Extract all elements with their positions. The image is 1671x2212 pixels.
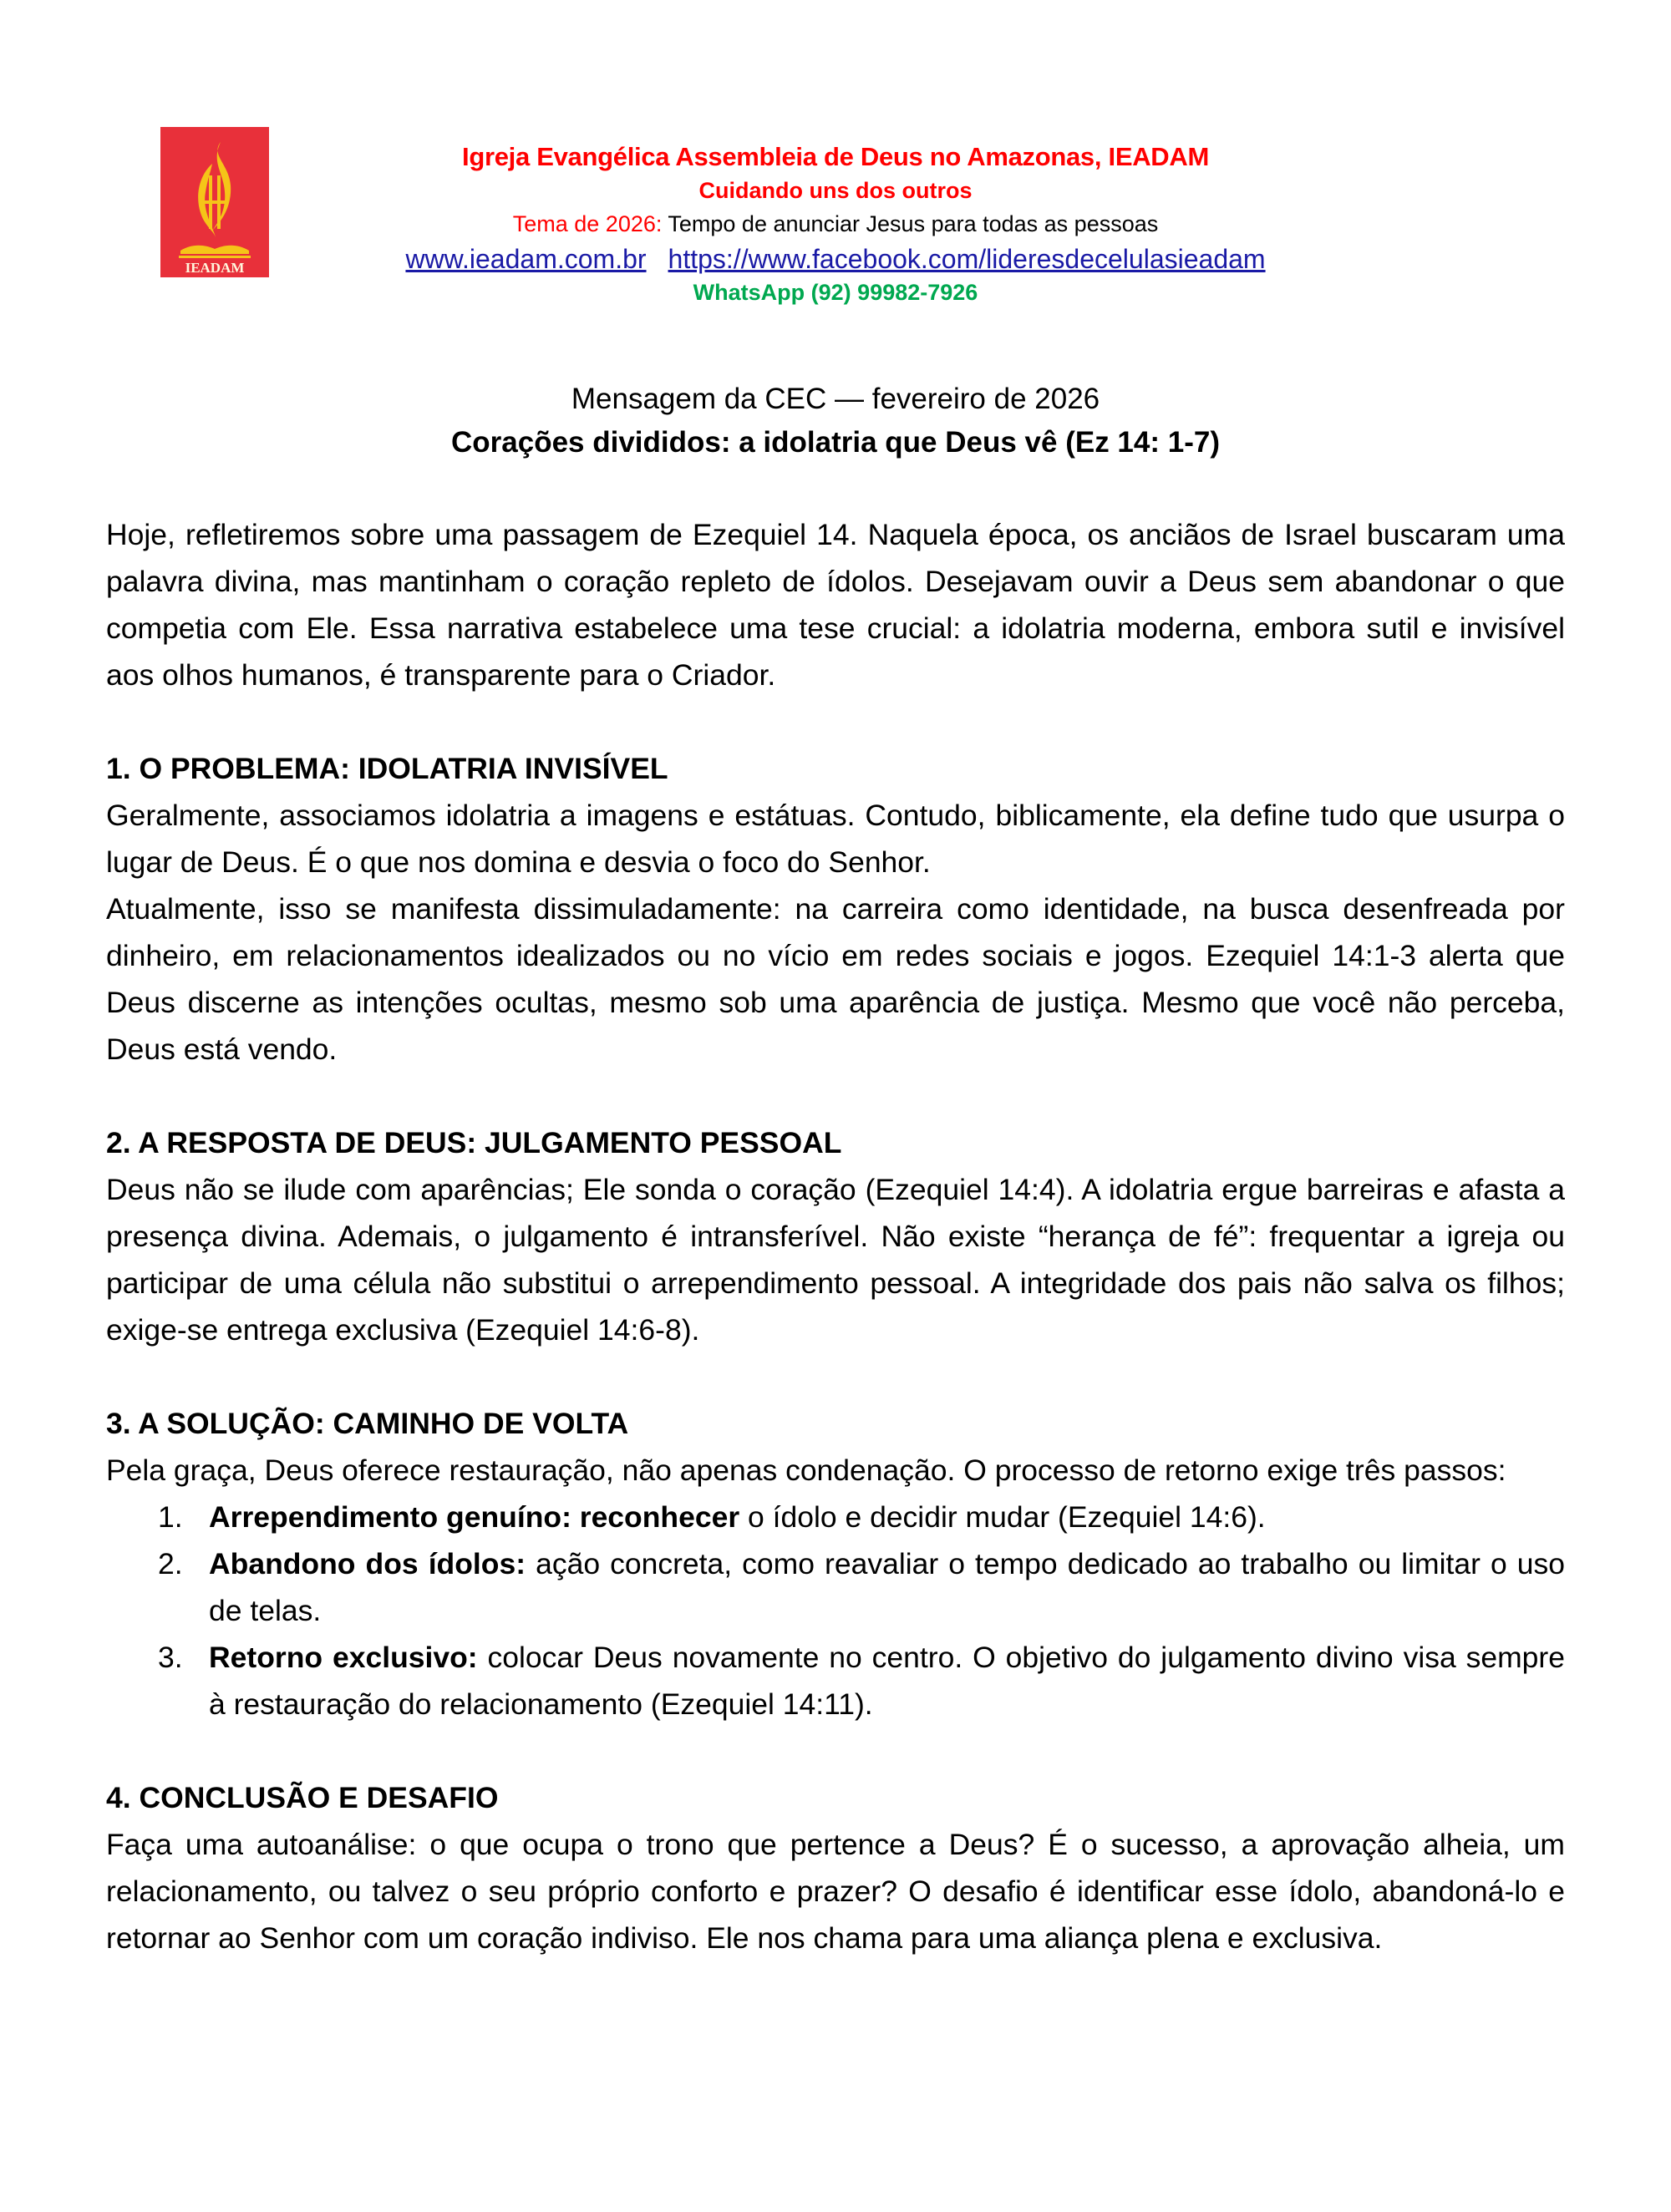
step-text: colocar Deus novamente no centro. O objetivo do julgamento divino visa sempre à restauração do relacionamento (Ezequiel 14:11).	[209, 1641, 1565, 1721]
theme-label: Tema de 2026:	[512, 211, 663, 236]
step-text: o ídolo e decidir mudar (Ezequiel 14:6).	[739, 1500, 1266, 1534]
section-heading-response: 2. A RESPOSTA DE DEUS: JULGAMENTO PESSOAL	[106, 1126, 842, 1159]
steps-list	[106, 1494, 1565, 1727]
section-paragraph: Atualmente, isso se manifesta dissimuladamente: na carreira como identidade, na busca desenfreada por dinheiro, em relacionamentos idealizados ou no vício em redes sociais e jogos. Ezequiel 14:1-3 alerta que Deus discerne as intenções ocultas, mesmo sob uma aparência de justiça. Mesmo que você não perceba, Deus está vendo.	[106, 892, 1565, 1066]
step-label: Retorno exclusivo:	[209, 1641, 478, 1674]
step-label: Abandono dos ídolos:	[209, 1547, 526, 1580]
list-item	[106, 1540, 1565, 1634]
step-text: ação concreta, como reavaliar o tempo dedicado ao trabalho ou limitar o uso de telas.	[209, 1547, 1565, 1627]
intro-paragraph: Hoje, refletiremos sobre uma passagem de Ezequiel 14. Naquela época, os anciãos de Israel buscaram uma palavra divina, mas mantinham o coração repleto de ídolos. Desejavam ouvir a Deus sem abandonar o que competia com Ele. Essa narrativa estabelece uma tese crucial: a idolatria moderna, embora sutil e invisível aos olhos humanos, é transparente para o Criador.	[106, 518, 1565, 692]
list-number: 3.	[158, 1641, 183, 1674]
message-title: Corações divididos: a idolatria que Deus vê (Ez 14: 1-7)	[451, 426, 1220, 459]
message-subtitle: Mensagem da CEC — fevereiro de 2026	[571, 383, 1100, 415]
ieadam-logo	[160, 127, 269, 277]
list-number: 1.	[158, 1500, 183, 1534]
section-paragraph: Pela graça, Deus oferece restauração, não apenas condenação. O processo de retorno exige três passos:	[106, 1454, 1506, 1487]
list-number: 2.	[158, 1547, 183, 1580]
theme-line	[276, 207, 1395, 241]
message-title-block	[0, 378, 1671, 464]
section-paragraph: Faça uma autoanálise: o que ocupa o trono que pertence a Deus? É o sucesso, a aprovação alheia, um relacionamento, ou talvez o seu próprio conforto e prazer? O desafio é identificar esse ídolo, abandoná-lo e retornar ao Senhor com um coração indiviso. Ele nos chama para uma aliança plena e exclusiva.	[106, 1828, 1565, 1955]
section-heading-solution: 3. A SOLUÇÃO: CAMINHO DE VOLTA	[106, 1407, 629, 1440]
website-link[interactable]: www.ieadam.com.br	[405, 244, 647, 274]
step-label: Arrependimento genuíno: reconhecer	[209, 1500, 740, 1534]
organization-name: Igreja Evangélica Assembleia de Deus no Amazonas, IEADAM	[462, 142, 1209, 171]
letterhead	[276, 140, 1395, 307]
list-item	[106, 1494, 1565, 1540]
section-heading-conclusion: 4. CONCLUSÃO E DESAFIO	[106, 1781, 499, 1814]
theme-text: Tempo de anunciar Jesus para todas as pessoas	[662, 211, 1159, 236]
svg-text:IEADAM: IEADAM	[185, 260, 245, 276]
whatsapp-contact: WhatsApp (92) 99982-7926	[693, 280, 978, 305]
motto: Cuidando uns dos outros	[698, 178, 973, 203]
section-heading-problem: 1. O PROBLEMA: IDOLATRIA INVISÍVEL	[106, 752, 668, 785]
flame-bible-logo-icon	[160, 127, 269, 277]
section-paragraph: Deus não se ilude com aparências; Ele sonda o coração (Ezequiel 14:4). A idolatria ergue barreiras e afasta a presença divina. Ademais, o julgamento é intransferível. Não existe “herança de fé”: frequentar a igreja ou participar de uma célula não substitui o arrependimento pessoal. A integridade dos pais não salva os filhos; exige-se entrega exclusiva (Ezequiel 14:6-8).	[106, 1173, 1565, 1347]
links-line	[276, 241, 1395, 277]
section-paragraph: Geralmente, associamos idolatria a imagens e estátuas. Contudo, biblicamente, ela define tudo que usurpa o lugar de Deus. É o que nos domina e desvia o foco do Senhor.	[106, 799, 1565, 879]
message-body	[106, 511, 1565, 1961]
facebook-link[interactable]: https://www.facebook.com/lideresdecelulasieadam	[668, 244, 1266, 274]
list-item	[106, 1634, 1565, 1727]
